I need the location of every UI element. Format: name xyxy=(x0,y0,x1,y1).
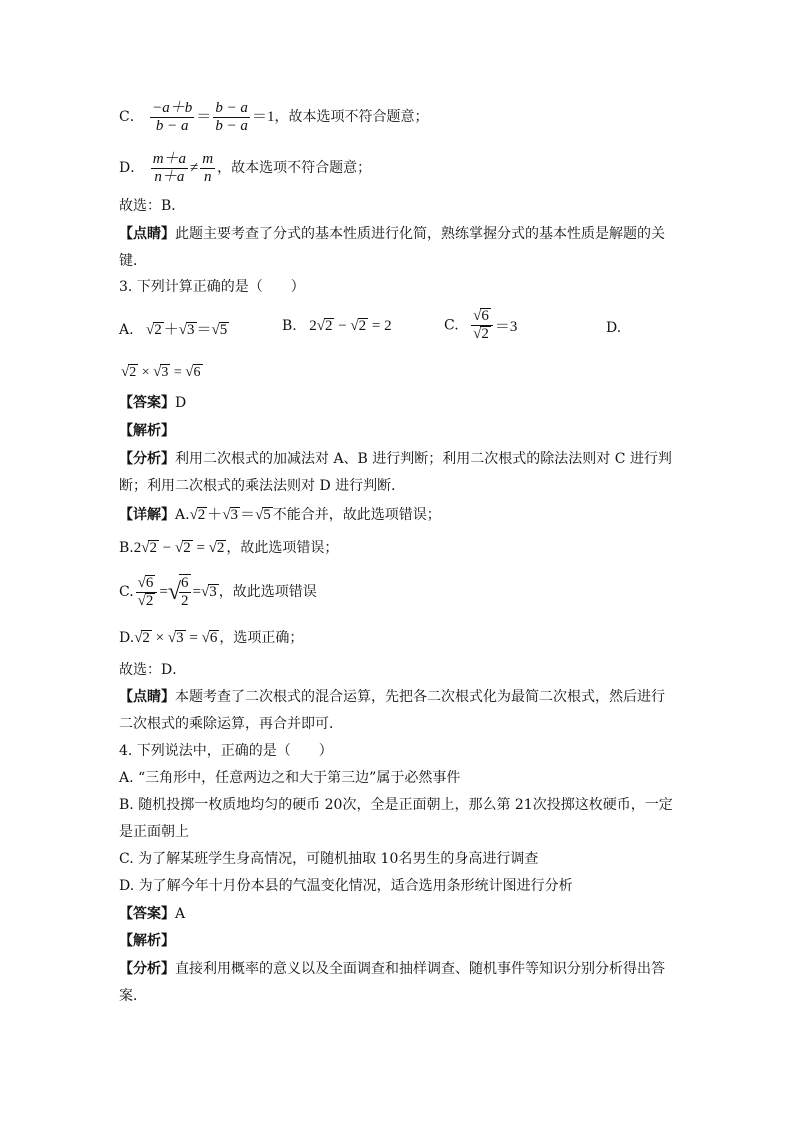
q3-fenxi-line-2: 断；利用二次根式的乘法法则对 D 进行判断． xyxy=(119,478,406,494)
q4-option-c: C. 为了解某班学生身高情况，可随机抽取 10名男生的身高进行调查 xyxy=(119,851,539,867)
q2-point-line-1: 【点睛】此题主要考查了分式的基本性质进行化简，熟练掌握分式的基本性质是解题的关 xyxy=(119,226,665,242)
q4-option-d: D. 为了解今年十月份本县的气温变化情况，适合选用条形统计图进行分析 xyxy=(119,878,573,894)
q3-stem: 3. 下列计算正确的是（ ） xyxy=(119,279,305,295)
q4-analysis-tag: 【解析】 xyxy=(119,933,175,949)
q3-option-d: D. xyxy=(606,320,622,336)
q4-answer: 【答案】A xyxy=(119,906,186,922)
fraction: $\frac{b - a}{b - a}$ xyxy=(215,99,248,134)
fraction: $\frac{m+a}{n+a}$ xyxy=(152,150,187,185)
fraction: $\frac{m}{n}$ xyxy=(202,150,214,185)
option-label: D． xyxy=(119,160,145,176)
option-d-line: D． $\frac{m+a}{n+a}$ ≠ $\frac{m}{n}$ ，故本选项不符合题意； xyxy=(119,150,372,185)
q3-choose: 故选：D． xyxy=(119,662,187,678)
point-tag: 【点睛】 xyxy=(119,226,175,242)
q3-answer: 【答案】D xyxy=(119,395,187,411)
q3-option-a: A. √2 ＋√3 ＝√5 xyxy=(119,322,228,338)
q3-point-line-2: 二次根式的乘除运算，再合并即可． xyxy=(119,716,343,732)
option-c-line: C． $\frac{-a+b}{b - a}$ ＝ $\frac{b - a}{b - a}$ ＝1，故本选项不符合题意； xyxy=(119,99,429,134)
q3-fenxi-line-1: 【分析】利用二次根式的加减法对 A、B 进行判断；利用二次根式的除法法则对 C 进行判 xyxy=(119,451,672,467)
q3-detail-a: 【详解】A.√2 ＋√3 ＝√5 不能合并，故此选项错误； xyxy=(119,507,441,523)
q4-stem: 4. 下列说法中，正确的是（ ） xyxy=(119,743,333,759)
q3-option-d-expr: √2 × √3 = √6 xyxy=(121,364,201,380)
q4-option-b-line-1: B. 随机投掷一枚质地均匀的硬币 20次，全是正面朝上，那么第 21次投掷这枚硬币，一定 xyxy=(119,797,673,813)
q2-point-line-2: 键． xyxy=(119,253,147,269)
option-label: C． xyxy=(119,109,144,125)
q3-option-c: C. $\frac{√6}{√2}$ ＝3 xyxy=(444,308,518,342)
q3-detail-c: C. $\frac{√6}{√2}$ =√ $\frac{6}{2}$ =√3 ，故此选项错误 xyxy=(119,574,317,609)
q2-choose: 故选：B． xyxy=(119,198,186,214)
q4-fenxi-line-2: 案． xyxy=(119,988,147,1004)
q4-option-b-line-2: 是正面朝上 xyxy=(119,824,189,840)
q3-analysis-tag: 【解析】 xyxy=(119,423,175,439)
q4-option-a: A. “三角形中，任意两边之和大于第三边”属于必然事件 xyxy=(119,770,461,786)
q3-detail-d: D.√2 × √3 = √6 ，选项正确； xyxy=(119,630,304,646)
q3-point-line-1: 【点睛】本题考查了二次根式的混合运算，先把各二次根式化为最简二次根式，然后进行 xyxy=(119,689,665,705)
fraction: $\frac{-a+b}{b - a}$ xyxy=(152,99,193,134)
q3-detail-b: B.2√2 − √2 = √2 ，故此选项错误； xyxy=(119,540,339,556)
q4-fenxi-line-1: 【分析】直接利用概率的意义以及全面调查和抽样调查、随机事件等知识分别分析得出答 xyxy=(119,961,665,977)
q3-option-b: B. 2√2 − √2 = 2 xyxy=(282,318,392,334)
